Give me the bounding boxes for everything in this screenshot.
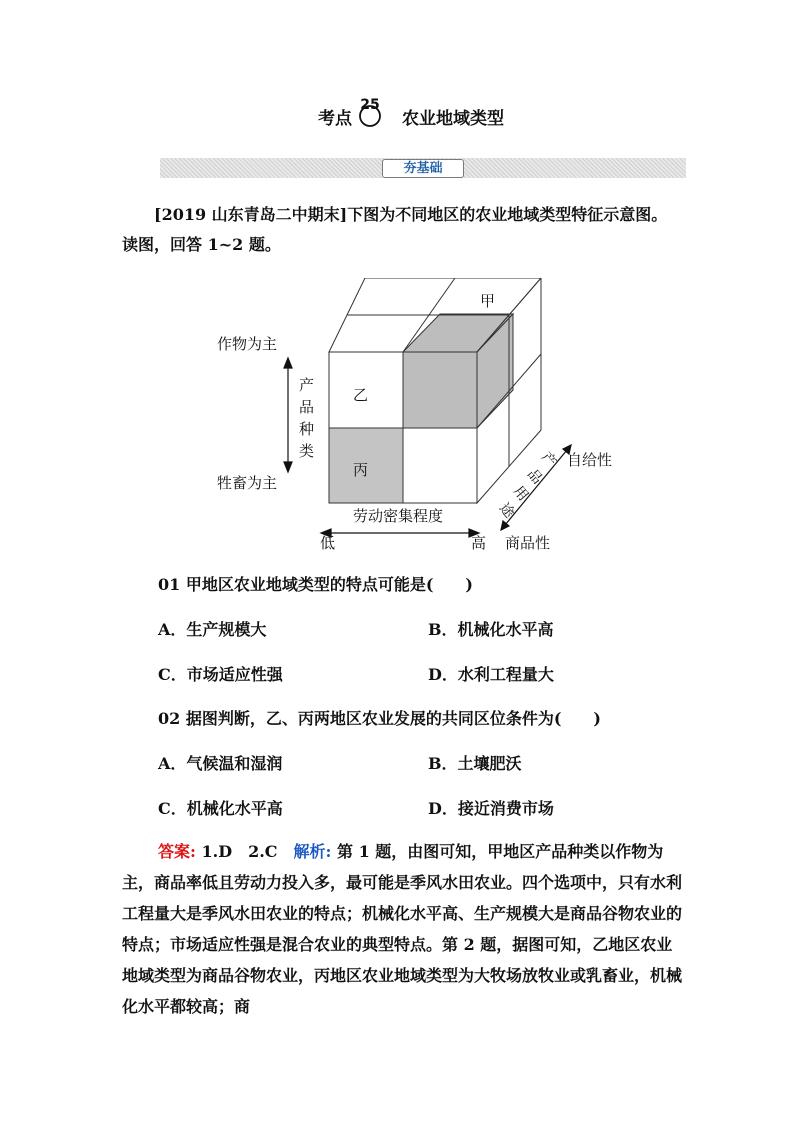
intro-text: [2019 山东青岛二中期末]下图为不同地区的农业地域类型特征示意图。读图，回答 1~2 题。: [122, 205, 668, 254]
label-use-4: 途: [495, 500, 518, 522]
q1-option-d: D．水利工程量大: [428, 665, 554, 684]
horizontal-axis-arrow: [321, 529, 479, 537]
title-prefix: 考点: [318, 109, 352, 129]
label-labor-intensity: 劳动密集程度: [353, 507, 444, 525]
answer-values: 1.D 2.C: [195, 842, 294, 861]
q1-option-c: C．市场适应性强: [158, 665, 283, 684]
page-title: 农业地域类型: [402, 109, 504, 129]
label-variety-2: 品: [299, 398, 315, 416]
q2-option-d: D．接近消费市场: [428, 799, 554, 818]
jia-front-face: [403, 352, 477, 428]
q2-option-c: C．机械化水平高: [158, 799, 283, 818]
label-crop-main: 作物为主: [217, 335, 278, 353]
label-livestock-main: 牲畜为主: [217, 474, 278, 492]
label-use-2: 品: [523, 466, 546, 488]
q1-option-b: B．机械化水平高: [428, 620, 554, 639]
title-number-badge: [356, 96, 384, 128]
answer-label: 答案:: [158, 842, 196, 861]
answer-block: [122, 836, 682, 1022]
section-band: [160, 158, 686, 178]
title-number: 25: [360, 97, 380, 113]
q1-option-a: A．生产规模大: [158, 620, 267, 639]
analysis-label: 解析:: [293, 842, 332, 861]
label-yi: 乙: [353, 386, 369, 404]
question-1-stem: 01 甲地区农业地域类型的特点可能是( ): [158, 575, 473, 594]
analysis-text: 第 1 题，由图可知，甲地区产品种类以作物为主，商品率低且劳动力投入多，最可能是季风水田农业。四个选项中，只有水利工程量大是季风水田农业的特点；机械化水平高、生产规模大是商品谷物农业的特点；市场适应性强是混合农业的典型特点。第 2 题，据图可知，乙地区农业地域类型为商品谷物农业，丙地区农业地域类型为大牧场放牧业或乳畜业，机械化水平都较高；商: [122, 842, 683, 1016]
label-high: 高: [471, 534, 487, 552]
diagonal-axis-arrow: [501, 445, 571, 530]
label-bing: 丙: [353, 461, 369, 479]
label-variety-4: 类: [299, 442, 315, 460]
label-variety-1: 产: [299, 376, 315, 394]
label-variety-3: 种: [299, 420, 315, 438]
label-use-3: 用: [509, 483, 532, 505]
label-jia: 甲: [480, 292, 496, 310]
label-self-sufficient: 自给性: [567, 451, 613, 469]
q2-option-b: B．土壤肥沃: [428, 754, 522, 773]
label-commercial: 商品性: [505, 534, 551, 552]
agriculture-cube-figure: [205, 278, 625, 553]
label-low: 低: [320, 534, 336, 552]
q2-option-a: A．气候温和湿润: [158, 754, 283, 773]
section-badge: 夯基础: [382, 159, 464, 178]
title-row: [0, 97, 794, 134]
question-2-stem: 02 据图判断，乙、丙两地区农业发展的共同区位条件为( ): [158, 709, 601, 728]
vertical-axis-arrow: [284, 358, 292, 472]
label-use-1: 产: [537, 449, 560, 471]
